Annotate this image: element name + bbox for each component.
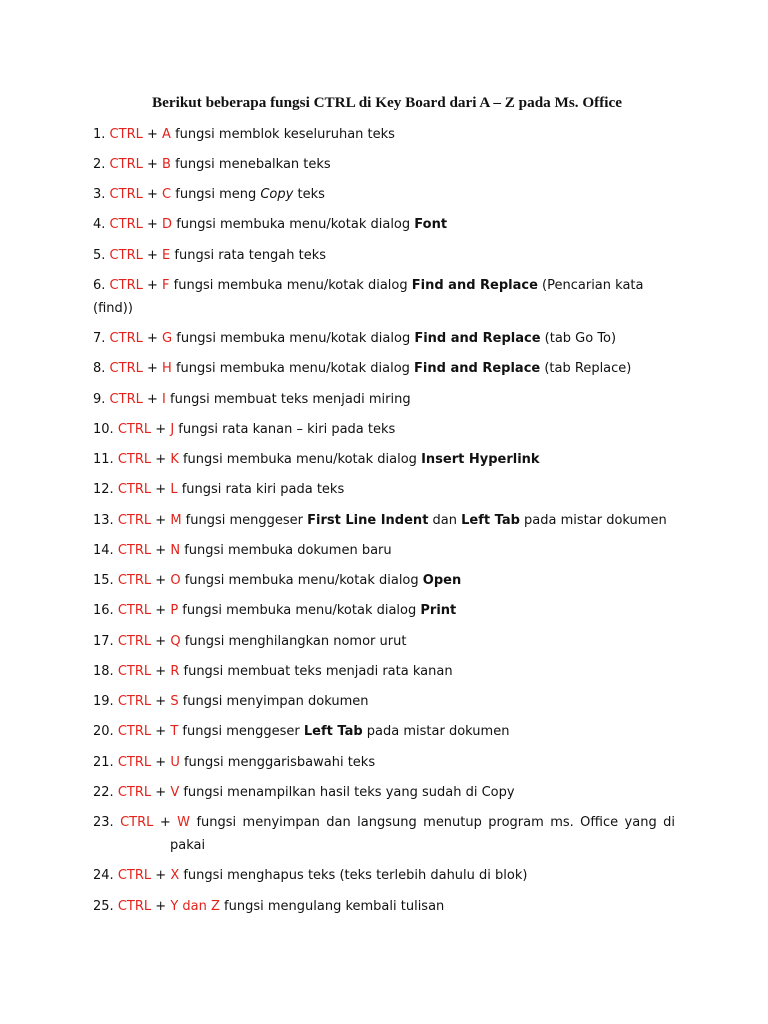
item-description [183, 868, 527, 883]
plus-sign: + [155, 754, 167, 770]
shortcut-item-13 [93, 509, 693, 532]
plus-sign: + [146, 156, 158, 172]
description-bold-text: Left Tab [461, 512, 520, 528]
shortcut-key-letter: I [162, 391, 166, 407]
description-normal-text: (tab Replace) [540, 361, 632, 377]
shortcut-key-letter: D [162, 217, 173, 233]
shortcut-item-23 [93, 811, 693, 857]
shortcut-key-letter: A [162, 126, 171, 142]
shortcut-line [93, 751, 693, 774]
item-description [175, 187, 325, 202]
ctrl-key-label: CTRL [117, 421, 152, 437]
shortcut-key-letter: M [170, 512, 182, 528]
item-number: 16. [93, 603, 114, 619]
plus-sign: + [155, 898, 167, 914]
shortcut-key-letter: J [170, 421, 175, 437]
shortcut-line [93, 509, 693, 532]
item-description [183, 694, 369, 709]
description-normal-text: fungsi membuat teks menjadi miring [170, 391, 411, 407]
plus-sign: + [146, 391, 158, 407]
shortcut-key-letter: X [170, 868, 180, 884]
description-normal-text: fungsi meng [175, 187, 261, 202]
shortcut-item-17 [93, 630, 693, 653]
description-bold-text: Find and Replace [414, 361, 541, 377]
ctrl-key-label: CTRL [109, 391, 143, 407]
ctrl-key-label: CTRL [109, 247, 143, 263]
shortcut-item-6 [93, 274, 693, 320]
shortcut-line [93, 895, 693, 918]
plus-sign: + [146, 187, 158, 202]
shortcut-key-letter: O [170, 573, 181, 588]
shortcut-item-21 [93, 751, 693, 774]
item-number: 25. [93, 898, 114, 914]
description-normal-text: pada mistar dokumen [519, 512, 667, 528]
description-normal-text: fungsi rata kiri pada teks [181, 482, 345, 498]
item-description [176, 361, 631, 376]
item-number: 6. [93, 277, 106, 293]
shortcut-line [93, 690, 693, 713]
item-description [174, 278, 644, 293]
ctrl-key-label: CTRL [117, 784, 152, 800]
item-number: 23. [93, 815, 114, 830]
plus-sign: + [155, 868, 167, 884]
shortcut-item-16 [93, 599, 693, 622]
description-bold-text: Open [422, 573, 462, 588]
ctrl-key-label: CTRL [109, 126, 143, 142]
shortcut-key-letter: V [170, 784, 180, 800]
item-description [183, 452, 540, 467]
shortcut-item-25 [93, 895, 693, 918]
description-normal-text: dan [428, 512, 462, 528]
description-italic-text: Copy [260, 187, 294, 202]
ctrl-key-label: CTRL [109, 277, 143, 293]
shortcut-line [93, 864, 693, 887]
plus-sign: + [155, 573, 167, 588]
shortcut-line [93, 448, 693, 471]
ctrl-key-label: CTRL [109, 217, 143, 233]
plus-sign: + [146, 247, 158, 263]
item-description [184, 664, 453, 679]
item-number: 22. [93, 784, 114, 800]
item-continuation-line: (find)) [93, 300, 133, 316]
description-normal-text: fungsi membuka dokumen baru [184, 542, 392, 558]
item-description [184, 543, 391, 558]
item-number: 3. [93, 187, 106, 202]
plus-sign: + [146, 331, 158, 346]
description-normal-text: fungsi menampilkan hasil teks yang sudah di Copy [183, 784, 515, 800]
item-number: 24. [93, 868, 114, 884]
shortcut-item-22 [93, 781, 693, 804]
item-description [175, 127, 395, 142]
description-bold-text: Print [420, 603, 457, 619]
plus-sign: + [155, 663, 167, 679]
item-number: 1. [93, 126, 106, 142]
ctrl-key-label: CTRL [117, 898, 152, 914]
shortcut-item-18 [93, 660, 693, 683]
description-normal-text: fungsi menggeser [185, 512, 308, 528]
shortcut-line [93, 569, 693, 592]
shortcut-line [93, 539, 693, 562]
ctrl-key-label: CTRL [117, 452, 152, 467]
ctrl-key-label: CTRL [109, 361, 143, 377]
description-normal-text: fungsi menghilangkan nomor urut [184, 633, 407, 649]
item-description [182, 482, 345, 497]
shortcut-key-letter: Q [170, 633, 181, 649]
ctrl-key-label: CTRL [117, 868, 152, 884]
shortcut-key-letter: Y dan Z [170, 898, 220, 914]
plus-sign: + [155, 512, 167, 528]
description-normal-text: fungsi memblok keseluruhan teks [175, 126, 395, 142]
shortcut-line [93, 599, 693, 622]
shortcut-line [93, 274, 693, 297]
item-description [183, 785, 514, 800]
shortcut-item-5 [93, 244, 693, 267]
shortcut-item-2 [93, 153, 693, 176]
shortcut-key-letter: U [170, 754, 180, 770]
shortcut-item-7 [93, 327, 693, 350]
item-continuation-line: pakai [170, 838, 206, 853]
description-bold-text: First Line Indent [307, 512, 429, 528]
description-normal-text: fungsi membuat teks menjadi rata kanan [183, 663, 453, 679]
shortcut-item-20 [93, 720, 693, 743]
shortcut-line [93, 183, 693, 206]
shortcut-key-letter: B [162, 156, 171, 172]
ctrl-key-label: CTRL [117, 633, 152, 649]
description-bold-text: Font [414, 217, 448, 233]
item-number: 7. [93, 331, 106, 346]
item-description [170, 392, 411, 407]
ctrl-key-label: CTRL [109, 187, 143, 202]
shortcut-list [93, 123, 693, 925]
plus-sign: + [146, 217, 158, 233]
description-normal-text: fungsi menebalkan teks [175, 156, 331, 172]
plus-sign: + [146, 361, 158, 377]
plus-sign: + [146, 126, 158, 142]
description-bold-text: Left Tab [303, 724, 363, 740]
item-description [176, 217, 447, 232]
description-normal-text: (Pencarian kata [537, 277, 644, 293]
shortcut-item-12 [93, 478, 693, 501]
description-normal-text: fungsi rata tengah teks [174, 247, 327, 263]
description-normal-text: fungsi menghapus teks (teks terlebih dahulu di blok) [183, 868, 528, 884]
item-description [186, 513, 667, 528]
item-description [178, 422, 395, 437]
ctrl-key-label: CTRL [117, 573, 152, 588]
shortcut-line [93, 357, 693, 380]
description-normal-text: fungsi menggeser [182, 724, 304, 740]
plus-sign: + [155, 452, 167, 467]
shortcut-line [93, 418, 693, 441]
ctrl-key-label: CTRL [109, 156, 143, 172]
item-number: 8. [93, 361, 106, 377]
plus-sign: + [155, 421, 167, 437]
shortcut-item-10 [93, 418, 693, 441]
ctrl-key-label: CTRL [117, 603, 152, 619]
item-description [196, 815, 675, 830]
shortcut-line [93, 720, 693, 743]
shortcut-key-letter: C [162, 187, 172, 202]
plus-sign: + [155, 542, 167, 558]
shortcut-item-14 [93, 539, 693, 562]
shortcut-key-letter: P [170, 603, 179, 619]
shortcut-key-letter: N [170, 542, 181, 558]
plus-sign: + [155, 633, 167, 649]
plus-sign: + [155, 603, 167, 619]
shortcut-key-letter: R [170, 663, 180, 679]
shortcut-key-letter: F [162, 277, 170, 293]
description-normal-text: fungsi menyimpan dan langsung menutup program ms. Office yang di [196, 815, 675, 830]
description-normal-text: teks [293, 187, 325, 202]
description-normal-text: fungsi membuka menu/kotak dialog [176, 331, 415, 346]
description-normal-text: pada mistar dokumen [362, 724, 510, 740]
item-number: 12. [93, 482, 114, 498]
item-number: 11. [93, 452, 114, 467]
item-number: 2. [93, 156, 106, 172]
ctrl-key-label: CTRL [117, 482, 152, 498]
description-normal-text: fungsi menyimpan dokumen [182, 694, 369, 709]
plus-sign: + [155, 784, 167, 800]
ctrl-key-label: CTRL [117, 542, 152, 558]
shortcut-item-19 [93, 690, 693, 713]
description-normal-text: fungsi membuka menu/kotak dialog [175, 361, 415, 377]
item-number: 17. [93, 633, 114, 649]
shortcut-line [93, 630, 693, 653]
item-number: 13. [93, 512, 114, 528]
shortcut-line [93, 478, 693, 501]
ctrl-key-label: CTRL [117, 663, 152, 679]
shortcut-line [93, 660, 693, 683]
shortcut-item-8 [93, 357, 693, 380]
item-number: 4. [93, 217, 106, 233]
item-number: 14. [93, 542, 114, 558]
item-description [185, 573, 462, 588]
item-number: 19. [93, 694, 114, 709]
shortcut-key-letter: K [170, 452, 179, 467]
description-normal-text: fungsi membuka menu/kotak dialog [173, 277, 412, 293]
ctrl-key-label: CTRL [117, 512, 152, 528]
item-number: 9. [93, 391, 106, 407]
shortcut-line [93, 244, 693, 267]
description-bold-text: Insert Hyperlink [421, 452, 540, 467]
shortcut-key-letter: E [162, 247, 171, 263]
description-bold-text: Find and Replace [411, 277, 538, 293]
plus-sign: + [155, 694, 167, 709]
item-number: 15. [93, 573, 114, 588]
shortcut-item-4 [93, 213, 693, 236]
item-description [176, 331, 616, 346]
item-description [224, 899, 444, 914]
shortcut-line [93, 811, 675, 834]
plus-sign: + [155, 724, 167, 740]
shortcut-item-9 [93, 388, 693, 411]
description-normal-text: fungsi menggarisbawahi teks [183, 754, 376, 770]
item-description [185, 634, 407, 649]
document-title: Berikut beberapa fungsi CTRL di Key Board dari A – Z pada Ms. Office [151, 94, 622, 111]
item-number: 5. [93, 247, 106, 263]
item-number: 21. [93, 754, 114, 770]
ctrl-key-label: CTRL [117, 724, 152, 740]
description-bold-text: Find and Replace [414, 331, 541, 346]
shortcut-line [93, 213, 693, 236]
shortcut-item-15 [93, 569, 693, 592]
description-normal-text: fungsi membuka menu/kotak dialog [182, 603, 421, 619]
shortcut-key-letter: T [170, 724, 179, 740]
item-description [182, 724, 509, 739]
plus-sign: + [146, 277, 158, 293]
shortcut-item-1 [93, 123, 693, 146]
description-normal-text: fungsi mengulang kembali tulisan [224, 898, 445, 914]
shortcut-line [93, 153, 693, 176]
shortcut-key-letter: H [162, 361, 172, 377]
shortcut-key-letter: L [170, 482, 178, 498]
item-number: 10. [93, 421, 114, 437]
shortcut-key-letter: S [170, 694, 179, 709]
shortcut-line [93, 388, 693, 411]
ctrl-key-label: CTRL [109, 331, 143, 346]
ctrl-key-label: CTRL [120, 815, 154, 830]
shortcut-key-letter: W [177, 815, 191, 830]
shortcut-item-11 [93, 448, 693, 471]
item-number: 18. [93, 663, 114, 679]
ctrl-key-label: CTRL [117, 694, 152, 709]
shortcut-key-letter: G [162, 331, 173, 346]
description-normal-text: fungsi rata kanan – kiri pada teks [178, 421, 396, 437]
shortcut-line [93, 123, 693, 146]
shortcut-line [93, 327, 693, 350]
item-number: 20. [93, 724, 114, 740]
plus-sign: + [155, 482, 167, 498]
item-description [174, 248, 326, 263]
shortcut-line [93, 781, 693, 804]
shortcut-item-3 [93, 183, 693, 206]
ctrl-key-label: CTRL [117, 754, 152, 770]
description-normal-text: fungsi membuka menu/kotak dialog [176, 217, 415, 233]
item-description [182, 603, 456, 618]
item-description [184, 755, 375, 770]
plus-sign: + [159, 815, 171, 830]
description-normal-text: fungsi membuka menu/kotak dialog [184, 573, 423, 588]
description-normal-text: fungsi membuka menu/kotak dialog [182, 452, 422, 467]
shortcut-item-24 [93, 864, 693, 887]
item-description [175, 157, 331, 172]
description-normal-text: (tab Go To) [540, 331, 617, 346]
